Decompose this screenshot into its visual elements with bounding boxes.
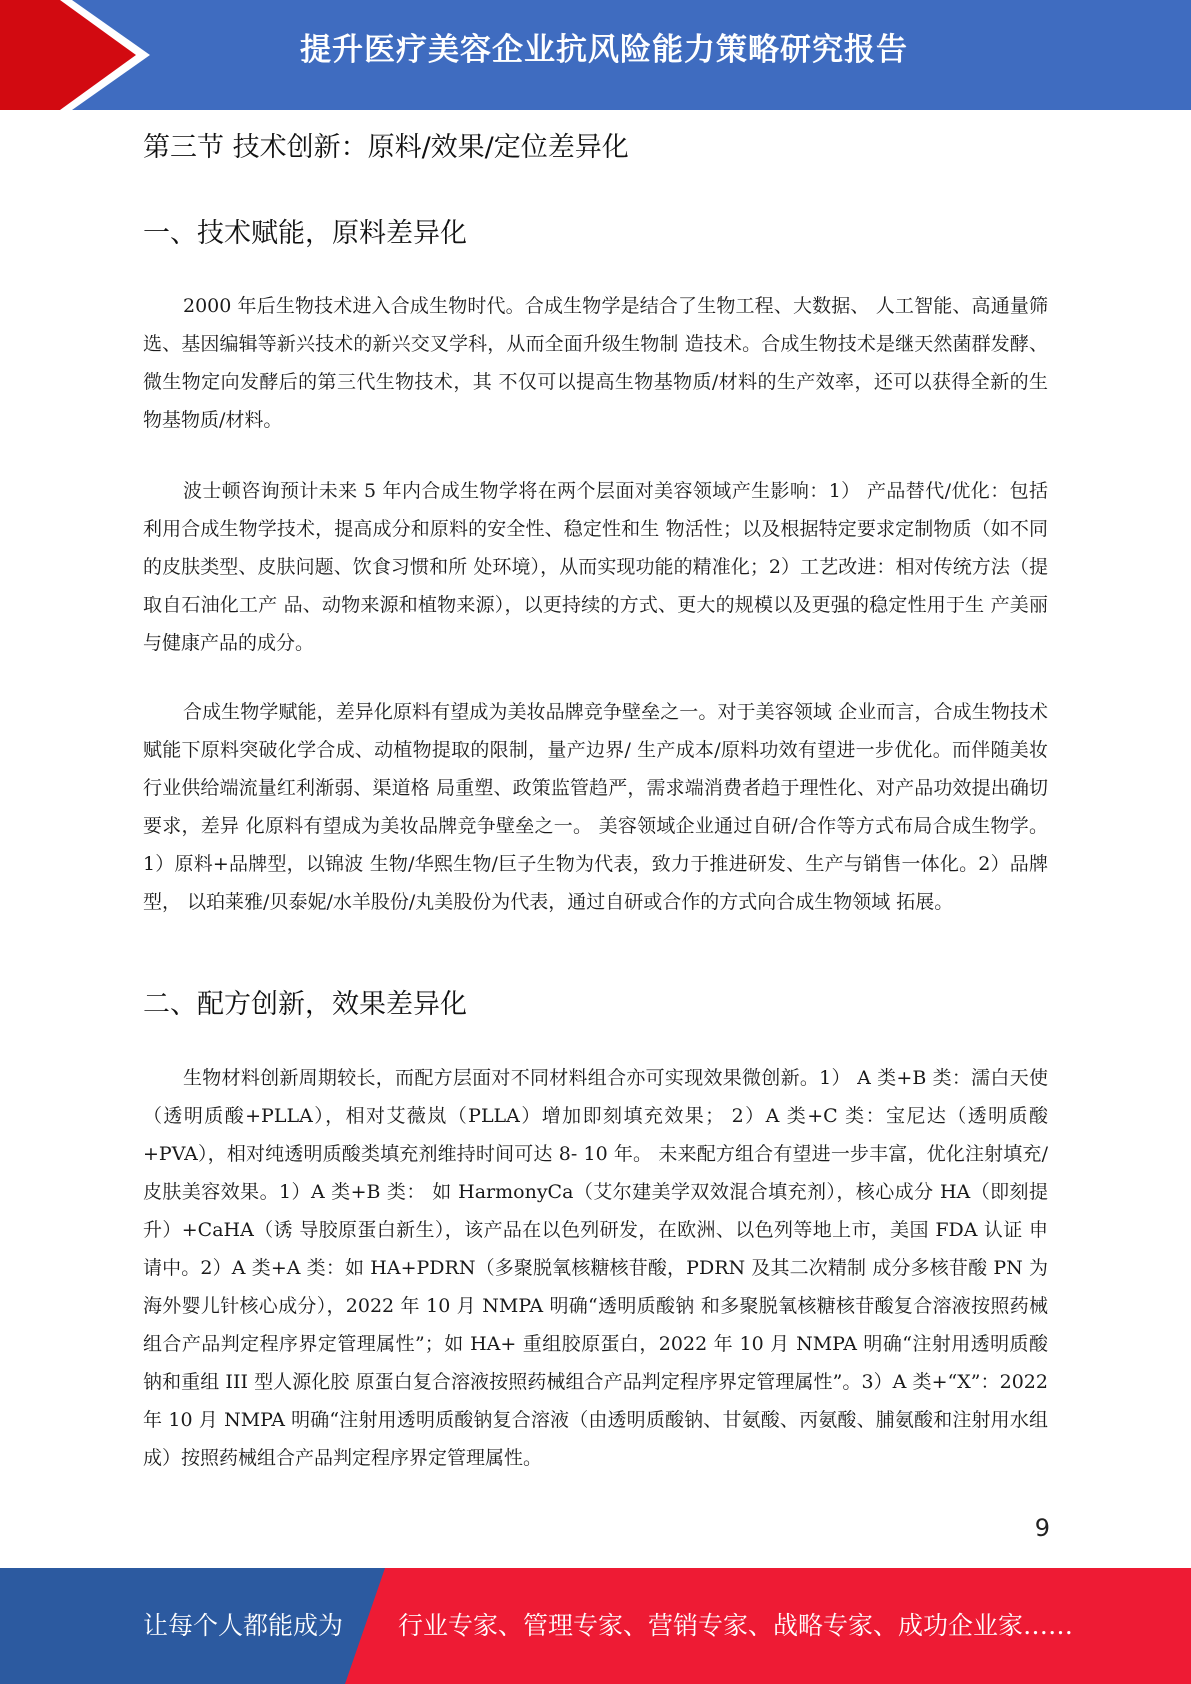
paragraph-2: 波士顿咨询预计未来 5 年内合成生物学将在两个层面对美容领域产生影响：1） 产品替代/优化：包括利用合成生物学技术，提高成分和原料的安全性、稳定性和生 物活性；以及根据特定要求定制物质（如不同的皮肤类型、皮肤问题、饮食习惯和所 处环境），从而实现功能的精准化；2）工艺改进：相对传统方法（提取自石油化工产 品、动物来源和植物来源），以更持续的方式、更大的规模以及更强的稳定性用于生 产美丽与健康产品的成分。 <box>143 480 1048 654</box>
page-header <box>0 0 1191 110</box>
page-footer <box>0 1568 1191 1684</box>
footer-slogan-right: 行业专家、管理专家、营销专家、战略专家、成功企业家…… <box>398 1611 1074 1640</box>
paragraph-3: 合成生物学赋能，差异化原料有望成为美妆品牌竞争壁垒之一。对于美容领域 企业而言，合成生物技术赋能下原料突破化学合成、动植物提取的限制，量产边界/ 生产成本/原料功效有望进一步优化。而伴随美妆行业供给端流量红利渐弱、渠道格 局重塑、政策监管趋严，需求端消费者趋于理性化、对产品功效提出确切要求，差异 化原料有望成为美妆品牌竞争壁垒之一。 美容领域企业通过自研/合作等方式布局合成生物学。1）原料+品牌型，以锦波 生物/华熙生物/巨子生物为代表，致力于推进研发、生产与销售一体化。2）品牌型， 以珀莱雅/贝泰妮/水羊股份/丸美股份为代表，通过自研或合作的方式向合成生物领域 拓展。 <box>143 701 1048 913</box>
paragraph-1: 2000 年后生物技术进入合成生物时代。合成生物学是结合了生物工程、大数据、 人工智能、高通量筛选、基因编辑等新兴技术的新兴交叉学科，从而全面升级生物制 造技术。合成生物技术是继天然菌群发酵、微生物定向发酵后的第三代生物技术，其 不仅可以提高生物基物质/材料的生产效率，还可以获得全新的生物基物质/材料。 <box>143 295 1048 431</box>
heading-1: 一、技术赋能，原料差异化 <box>143 218 467 249</box>
footer-slogan-left: 让每个人都能成为 <box>143 1611 344 1640</box>
report-title: 提升医疗美容企业抗风险能力策略研究报告 <box>300 32 908 68</box>
paragraph-4: 生物材料创新周期较长，而配方层面对不同材料组合亦可实现效果微创新。1） A 类+B 类：濡白天使（透明质酸+PLLA），相对艾薇岚（PLLA）增加即刻填充效果； 2）A 类+C 类：宝尼达（透明质酸+PVA），相对纯透明质酸类填充剂维持时间可达 8- 10 年。 未来配方组合有望进一步丰富，优化注射填充/皮肤美容效果。1）A 类+B 类： 如 HarmonyCa（艾尔建美学双效混合填充剂），核心成分 HA（即刻提升）+CaHA（诱 导胶原蛋白新生），该产品在以色列研发，在欧洲、以色列等地上市，美国 FDA 认证 申请中。2）A 类+A 类：如 HA+PDRN（多聚脱氧核糖核苷酸，PDRN 及其二次精制 成分多核苷酸 PN 为海外婴儿针核心成分），2022 年 10 月 NMPA 明确“透明质酸钠 和多聚脱氧核糖核苷酸复合溶液按照药械组合产品判定程序界定管理属性”；如 HA+ 重组胶原蛋白，2022 年 10 月 NMPA 明确“注射用透明质酸钠和重组 III 型人源化胶 原蛋白复合溶液按照药械组合产品判定程序界定管理属性”。3）A 类+“X”：2022 年 10 月 NMPA 明确“注射用透明质酸钠复合溶液（由透明质酸钠、甘氨酸、丙氨酸、脯氨酸和注射用水组成）按照药械组合产品判定程序界定管理属性。 <box>143 1067 1048 1469</box>
section-title: 第三节 技术创新：原料/效果/定位差异化 <box>143 132 629 163</box>
heading-2: 二、配方创新，效果差异化 <box>143 989 467 1020</box>
page-number: 9 <box>1034 1514 1050 1542</box>
